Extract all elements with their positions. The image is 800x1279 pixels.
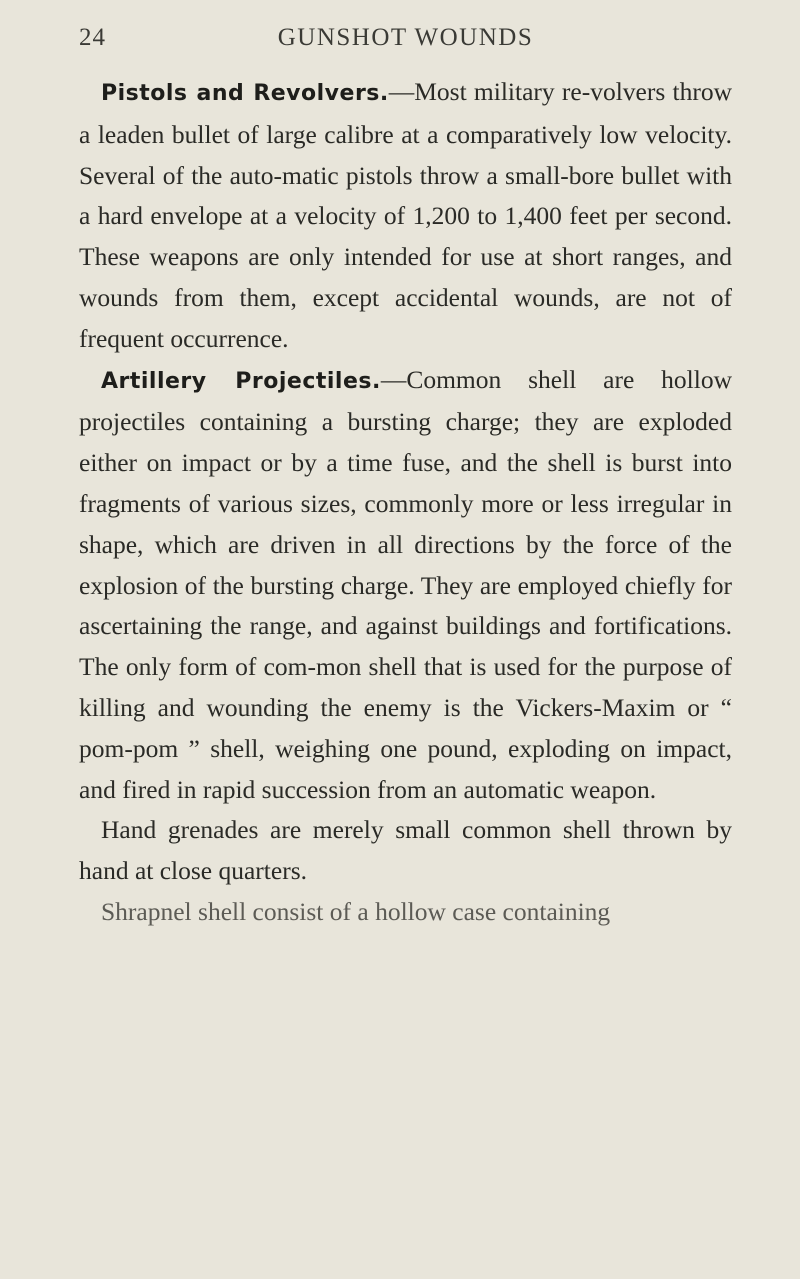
running-title: GUNSHOT WOUNDS xyxy=(277,24,534,51)
paragraph-hand-grenades xyxy=(79,810,732,892)
section-heading-artillery-projectiles: Artillery Projectiles. xyxy=(101,368,381,394)
paragraph-shrapnel xyxy=(79,892,732,933)
paragraph-pistols-revolvers xyxy=(79,72,732,360)
paragraph-artillery-projectiles xyxy=(79,360,732,811)
paragraph-text: Hand grenades are merely small common shell thrown by hand at close quarters. xyxy=(79,815,732,886)
paragraph-text: Shrapnel shell consist of a hollow case containing xyxy=(101,896,611,926)
body-text xyxy=(79,72,732,933)
running-head xyxy=(79,0,732,72)
paragraph-text: —Most military re-volvers throw a leaden bullet of large calibre at a comparatively low velocity. Several of the auto-matic pistols throw a small-bore bullet with a hard envelope at a velocity of 1,200 to 1,400 feet per second. These weapons are only intended for use at short ranges, and wounds from them, except accidental wounds, are not of frequent occurrence. xyxy=(79,77,732,353)
page-number: 24 xyxy=(79,24,106,51)
section-heading-pistols-revolvers: Pistols and Revolvers. xyxy=(101,81,389,106)
paragraph-text: —Common shell are hollow projectiles containing a bursting charge; they are exploded either on impact or by a time fuse, and the shell is burst into fragments of various sizes, commonly more or less irregular in shape, which are driven in all directions by the force of the explosion of the bursting charge. They are employed chiefly for ascertaining the range, and against buildings and fortifications. The only form of com-mon shell that is used for the purpose of killing and wounding the enemy is the Vickers-Maxim or “ pom-pom ” shell, weighing one pound, exploding on impact, and fired in rapid succession from an automatic weapon. xyxy=(79,364,732,804)
